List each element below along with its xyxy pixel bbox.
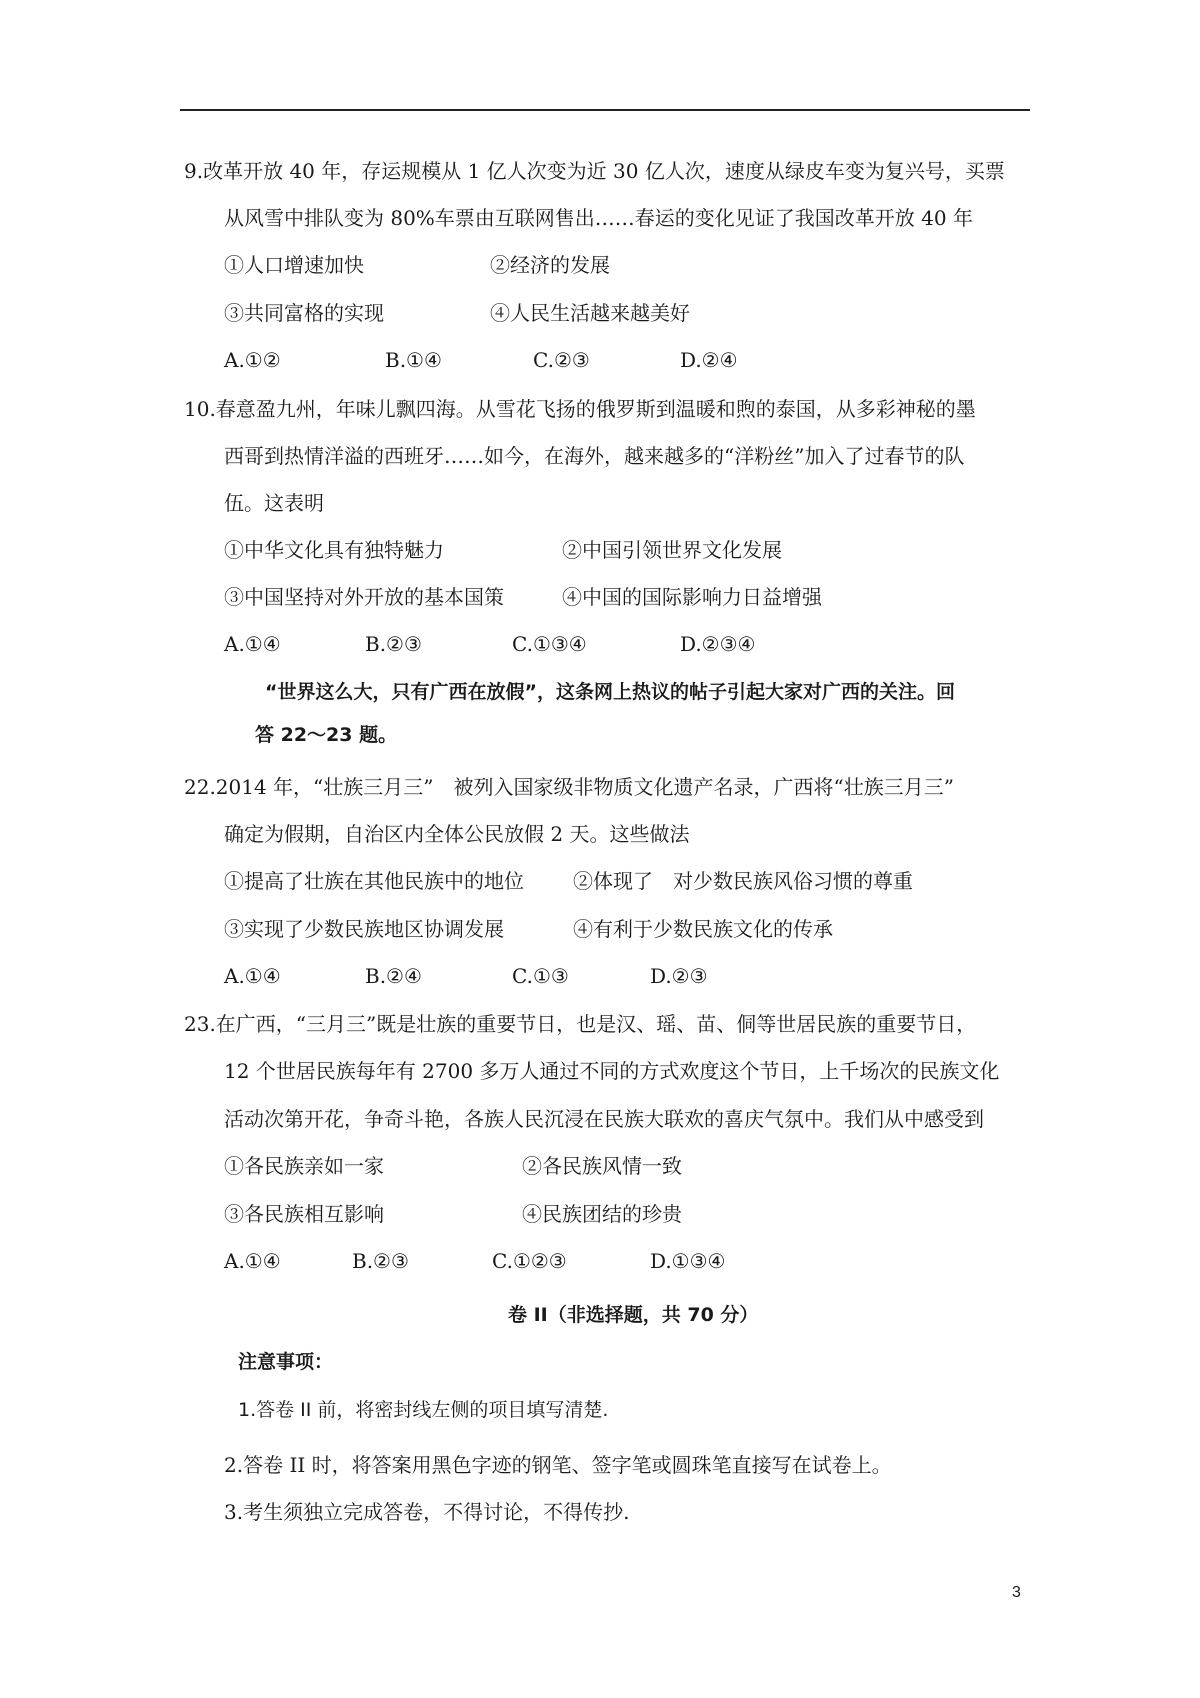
q9-option-1: ①人口增速加快: [224, 253, 364, 277]
intro-line1: “世界这么大，只有广西在放假”，这条网上热议的帖子引起大家对广西的关注。回: [265, 681, 955, 703]
q10-option-4: ④中国的国际影响力日益增强: [562, 585, 822, 609]
q9-stem-line2: 从风雪中排队变为 80%车票由互联网售出……春运的变化见证了我国改革开放 40 年: [224, 206, 973, 230]
q10-answer-b: B.②③: [365, 632, 422, 656]
q23-stem-line2: 12 个世居民族每年有 2700 多万人通过不同的方式欢度这个节日，上千场次的民族文化: [224, 1059, 1000, 1083]
intro-line2: 答 22～23 题。: [255, 724, 398, 746]
header-rule: [180, 109, 1030, 111]
q10-stem-line3: 伍。这表明: [224, 491, 324, 515]
q10-stem-line2: 西哥到热情洋溢的西班牙……如今，在海外，越来越多的“洋粉丝”加入了过春节的队: [224, 444, 965, 468]
section2-title: 卷 II（非选择题，共 70 分）: [508, 1304, 759, 1326]
notice-item-1: 1.答卷 II 前，将密封线左侧的项目填写清楚.: [238, 1399, 609, 1421]
notice-heading: 注意事项：: [238, 1351, 334, 1373]
q23-answer-d: D.①③④: [650, 1249, 726, 1273]
q9-answer-d: D.②④: [680, 348, 738, 372]
q9-answer-c: C.②③: [533, 348, 590, 372]
q10-option-2: ②中国引领世界文化发展: [562, 538, 782, 562]
q22-answer-c: C.①③: [512, 964, 569, 988]
q10-answer-a: A.①④: [224, 632, 281, 656]
q10-option-1: ①中华文化具有独特魅力: [224, 538, 444, 562]
q9-answer-b: B.①④: [385, 348, 442, 372]
q22-option-1: ①提高了壮族在其他民族中的地位: [224, 869, 524, 893]
notice-item-2: 2.答卷 II 时，将答案用黑色字迹的钢笔、签字笔或圆珠笔直接写在试卷上。: [224, 1453, 892, 1477]
q22-answer-a: A.①④: [224, 964, 281, 988]
q22-option-3: ③实现了少数民族地区协调发展: [224, 917, 504, 941]
q23-option-4: ④民族团结的珍贵: [522, 1202, 682, 1226]
q22-answer-d: D.②③: [650, 964, 708, 988]
q23-option-2: ②各民族风情一致: [522, 1154, 682, 1178]
q23-option-3: ③各民族相互影响: [224, 1202, 384, 1226]
page-number: 3: [1012, 1584, 1021, 1601]
q23-stem-line3: 活动次第开花，争奇斗艳，各族人民沉浸在民族大联欢的喜庆气氛中。我们从中感受到: [224, 1107, 984, 1131]
q23-answer-a: A.①④: [224, 1249, 281, 1273]
q9-option-4: ④人民生活越来越美好: [490, 301, 690, 325]
q9-stem-line1: 9.改革开放 40 年，存运规模从 1 亿人次变为近 30 亿人次，速度从绿皮车变为复兴号，买票: [184, 159, 1005, 183]
q22-option-4: ④有利于少数民族文化的传承: [573, 917, 833, 941]
q9-option-2: ②经济的发展: [490, 253, 610, 277]
q23-stem-line1: 23.在广西，“三月三”既是壮族的重要节日，也是汉、瑶、苗、侗等世居民族的重要节日，: [184, 1012, 977, 1036]
q9-option-3: ③共同富格的实现: [224, 301, 384, 325]
q23-answer-b: B.②③: [352, 1249, 409, 1273]
q9-answer-a: A.①②: [224, 348, 281, 372]
q10-answer-d: D.②③④: [680, 632, 756, 656]
notice-item-3: 3.考生须独立完成答卷，不得讨论，不得传抄.: [224, 1500, 630, 1524]
q10-answer-c: C.①③④: [512, 632, 587, 656]
q23-option-1: ①各民族亲如一家: [224, 1154, 384, 1178]
q22-stem-line2: 确定为假期，自治区内全体公民放假 2 天。这些做法: [224, 822, 690, 846]
q22-answer-b: B.②④: [365, 964, 422, 988]
q22-option-2: ②体现了 对少数民族风俗习惯的尊重: [573, 869, 913, 893]
q22-stem-line1: 22.2014 年，“壮族三月三” 被列入国家级非物质文化遗产名录，广西将“壮族三月三”: [184, 775, 954, 799]
q23-answer-c: C.①②③: [492, 1249, 567, 1273]
q10-option-3: ③中国坚持对外开放的基本国策: [224, 585, 504, 609]
q10-stem-line1: 10.春意盈九州，年味儿飘四海。从雪花飞扬的俄罗斯到温暖和煦的泰国，从多彩神秘的墨: [184, 397, 976, 421]
